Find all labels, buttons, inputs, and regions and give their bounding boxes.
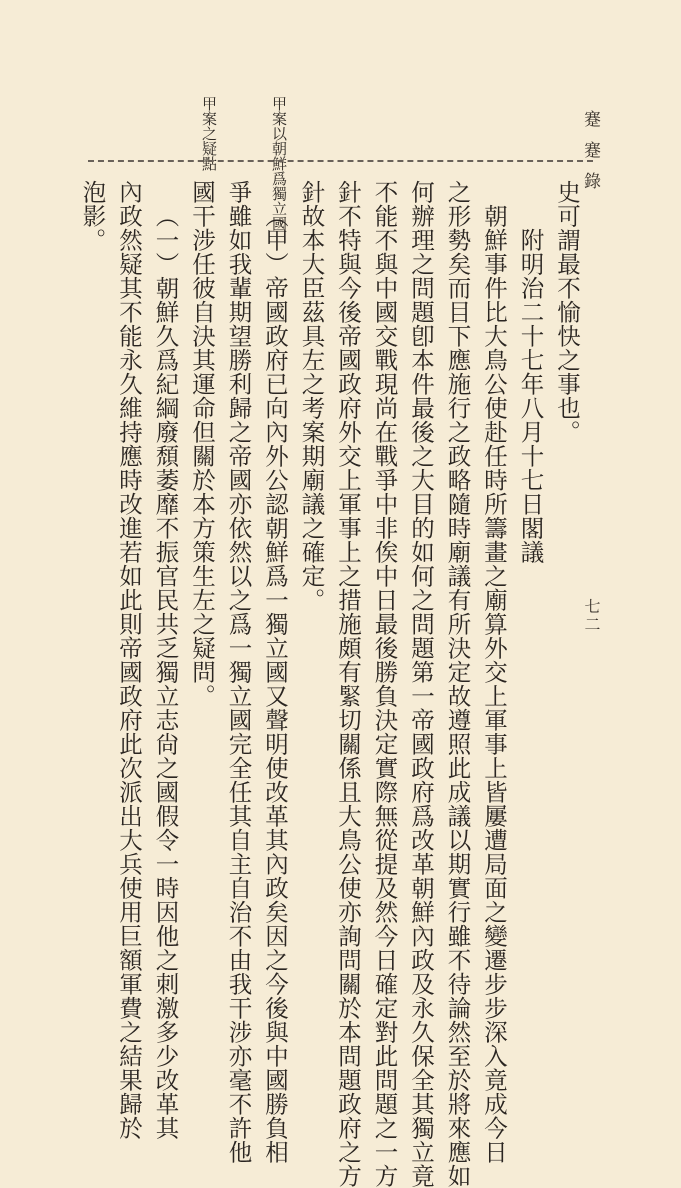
text-column: 朝鮮事件比大鳥公使赴任時所籌畫之廟算外交上軍事上皆屢遭局面之變遷步步深入竟成今日 bbox=[480, 204, 508, 1164]
text-column: 附明治二十七年八月十七日閣議 bbox=[516, 228, 545, 564]
text-column: 不能不與中國交戰現尚在戰爭中非俟中日最後勝負決定實際無從提及然今日確定對此問題之一方 bbox=[370, 180, 399, 1188]
text-column: （一）朝鮮久爲紀綱廢頹萎靡不振官民共乏獨立志尙之國假令一時因他之刺激多少改革其 bbox=[151, 204, 180, 1140]
text-column: 之形勢矣而目下應施行之政略隨時廟議有所決定故遵照此成議以期實行雖不待論然至於將來應如 bbox=[443, 180, 472, 1188]
running-title: 蹇蹇錄 bbox=[580, 110, 600, 203]
dashed-divider bbox=[88, 160, 593, 162]
text-column: 國干涉任彼自決其運命但關於本方策生左之疑問。 bbox=[188, 180, 216, 708]
text-column: 針故本大臣茲具左之考案期廟議之確定。 bbox=[297, 180, 326, 612]
text-column: 何辦理之問題卽本件最後之大目的如何之問題第一帝國政府爲改革朝鮮內政及永久保全其獨立竟 bbox=[407, 180, 435, 1188]
text-column: （甲）帝國政府已向內外公認朝鮮爲一獨立國又聲明使改革其內政矣因之今後與中國勝負相 bbox=[261, 204, 289, 1164]
body-text bbox=[74, 180, 585, 1188]
page-number: 七二 bbox=[582, 598, 601, 634]
margin-note-plan-a-doubts: 甲案之疑點 bbox=[200, 96, 218, 171]
text-column: 爭雖如我輩期望勝利歸之帝國亦依然以之爲一獨立國完全任其自主自治不由我干涉亦毫不許他 bbox=[224, 180, 253, 1164]
text-column: 針不特與今後帝國政府外交上軍事上之措施頗有緊切關係且大鳥公使亦詢問關於本問題政府之方 bbox=[334, 180, 362, 1188]
text-column: 史可謂最不愉快之事也。 bbox=[553, 180, 581, 444]
margin-note-plan-a: 甲案以朝鮮爲獨立國 bbox=[270, 96, 288, 231]
text-column: 內政然疑其不能永久維持應時改進若如此則帝國政府此次派出大兵使用巨額軍費之結果歸於 bbox=[115, 180, 143, 1140]
text-column: 泡影。 bbox=[78, 180, 107, 252]
